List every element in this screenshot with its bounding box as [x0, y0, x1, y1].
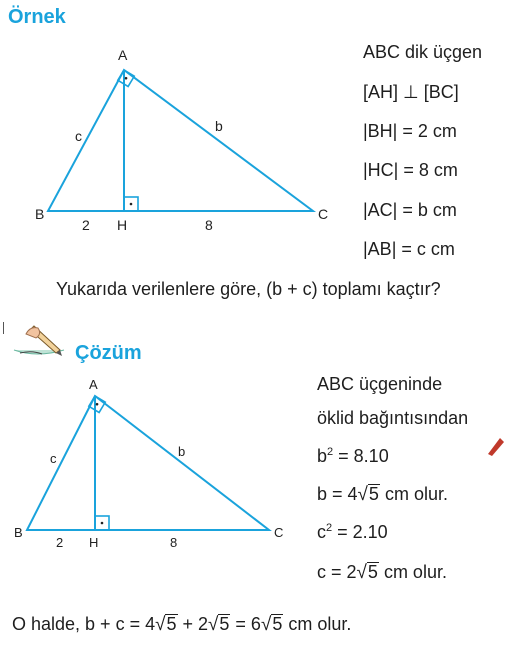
eq3-rhs: = 2.10: [337, 522, 388, 542]
eq3-exp: 2: [326, 522, 333, 534]
sol-label-bh: 2: [56, 535, 64, 550]
eq1-exp: 2: [327, 446, 334, 458]
sol-label-side-b: b: [178, 444, 186, 459]
pencil-writing-icon: [12, 320, 72, 360]
label-a: A: [118, 47, 128, 63]
conclusion-mid-1: + 2: [177, 614, 209, 634]
eq4-rhs: cm olur.: [383, 562, 447, 582]
eq1-base: b: [317, 446, 328, 466]
sol-label-hc: 8: [170, 535, 178, 550]
equation-b-value: [317, 484, 448, 506]
label-b: B: [35, 206, 45, 222]
given-3: |BH| = 2 cm: [363, 121, 457, 141]
sol-label-a: A: [89, 377, 98, 392]
equation-c-value: [317, 562, 447, 584]
eq2-lhs: b = 4: [317, 484, 358, 504]
eq1-rhs: = 8.10: [338, 446, 389, 466]
conclusion-prefix: O halde, b + c = 4: [12, 614, 156, 634]
solution-intro-2: öklid bağıntısından: [317, 408, 469, 428]
sol-label-h: H: [89, 535, 99, 550]
bookmark-marker-icon: [484, 434, 504, 458]
equation-b-squared: [317, 446, 389, 467]
given-4: |HC| = 8 cm: [363, 160, 458, 180]
sqrt-symbol: √5: [155, 614, 177, 635]
given-1: ABC dik üçgen: [363, 42, 483, 62]
given-2: [AH] ⊥ [BC]: [363, 82, 459, 102]
sol-label-side-c: c: [50, 451, 57, 466]
sol-label-b: B: [14, 525, 23, 540]
conclusion-mid-2: = 6: [230, 614, 261, 634]
sqrt-symbol: √5: [208, 614, 230, 635]
solution-intro-1: ABC üçgeninde: [317, 374, 443, 394]
given-5: |AC| = b cm: [363, 200, 457, 220]
example-title: Örnek: [8, 6, 66, 28]
eq4-lhs: c = 2: [317, 562, 357, 582]
sqrt-symbol: √5: [356, 562, 378, 583]
label-side-b: b: [215, 118, 223, 134]
equation-c-squared: [317, 522, 388, 543]
label-side-c: c: [75, 128, 82, 144]
solution-title: Çözüm: [75, 342, 142, 364]
label-bh: 2: [82, 217, 90, 233]
question-text: Yukarıda verilenlere göre, (b + c) toplamı kaçtır?: [56, 279, 441, 299]
eq3-base: c: [317, 522, 326, 542]
sol-label-c: C: [274, 525, 284, 540]
conclusion-line: [12, 614, 351, 636]
label-hc: 8: [205, 217, 213, 233]
label-c: C: [318, 206, 329, 222]
label-h: H: [117, 217, 128, 233]
given-6: |AB| = c cm: [363, 239, 455, 259]
margin-tick: [3, 322, 4, 334]
eq2-rhs: cm olur.: [384, 484, 448, 504]
sqrt-symbol: √5: [357, 484, 379, 505]
conclusion-suffix: cm olur.: [283, 614, 352, 634]
sqrt-symbol: √5: [260, 614, 283, 635]
